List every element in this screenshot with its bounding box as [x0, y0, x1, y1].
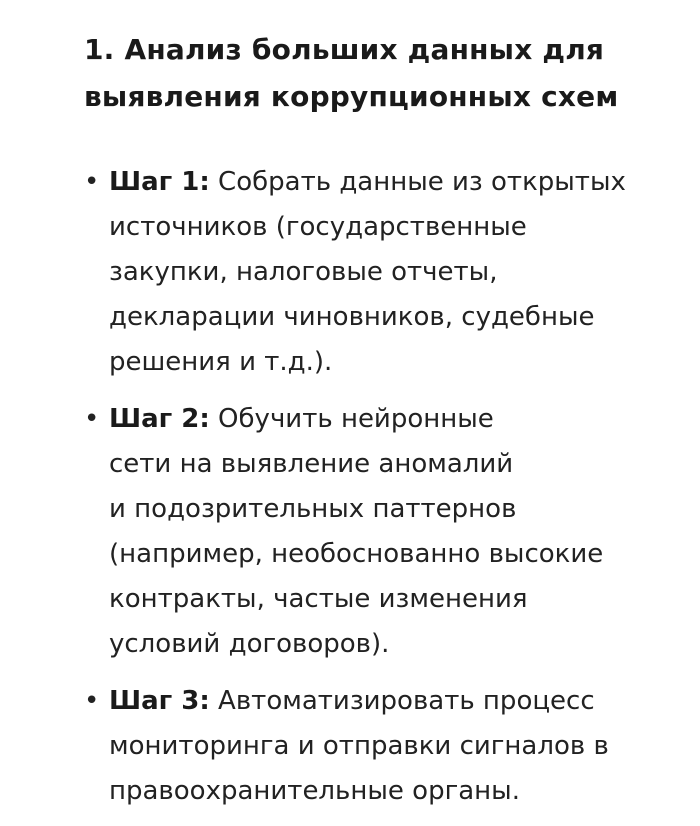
step-2-label: Шаг 2: — [109, 404, 210, 434]
bullet-icon: • — [84, 404, 100, 434]
step-1-line-3: закупки, налоговые отчеты, — [109, 257, 498, 287]
step-1-label: Шаг 1: — [109, 167, 210, 197]
step-item-1 — [84, 160, 684, 385]
heading-line-2: выявления коррупционных схем — [84, 80, 619, 113]
heading-line-1: 1. Анализ больших данных для — [84, 33, 605, 66]
step-1-line-2: источников (государственные — [109, 212, 527, 242]
step-2-line-5: контракты, частые изменения — [109, 584, 528, 614]
step-1-first-line — [109, 160, 684, 205]
step-3-line-3: правоохранительные органы. — [109, 776, 520, 806]
steps-list — [84, 160, 684, 826]
step-item-3 — [84, 679, 684, 814]
step-2-line-4: (например, необоснованно высокие — [109, 539, 604, 569]
step-2-line-3: и подозрительных паттернов — [109, 494, 517, 524]
section-heading — [84, 26, 684, 120]
step-item-2 — [84, 397, 684, 667]
step-3-line-2: мониторинга и отправки сигналов в — [109, 731, 609, 761]
step-3-first-line — [109, 679, 684, 724]
step-1-line-4: декларации чиновников, судебные — [109, 302, 595, 332]
bullet-icon: • — [84, 167, 100, 197]
step-3-label: Шаг 3: — [109, 686, 210, 716]
step-1-line-5: решения и т.д.). — [109, 347, 333, 377]
step-2-first-text: Обучить нейронные — [209, 404, 494, 434]
step-2-line-6: условий договоров). — [109, 629, 390, 659]
document — [84, 26, 684, 806]
bullet-icon: • — [84, 686, 100, 716]
step-1-first-text: Собрать данные из открытых — [209, 167, 626, 197]
step-2-first-line — [109, 397, 684, 442]
step-3-first-text: Автоматизировать процесс — [209, 686, 595, 716]
step-2-line-2: сети на выявление аномалий — [109, 449, 514, 479]
